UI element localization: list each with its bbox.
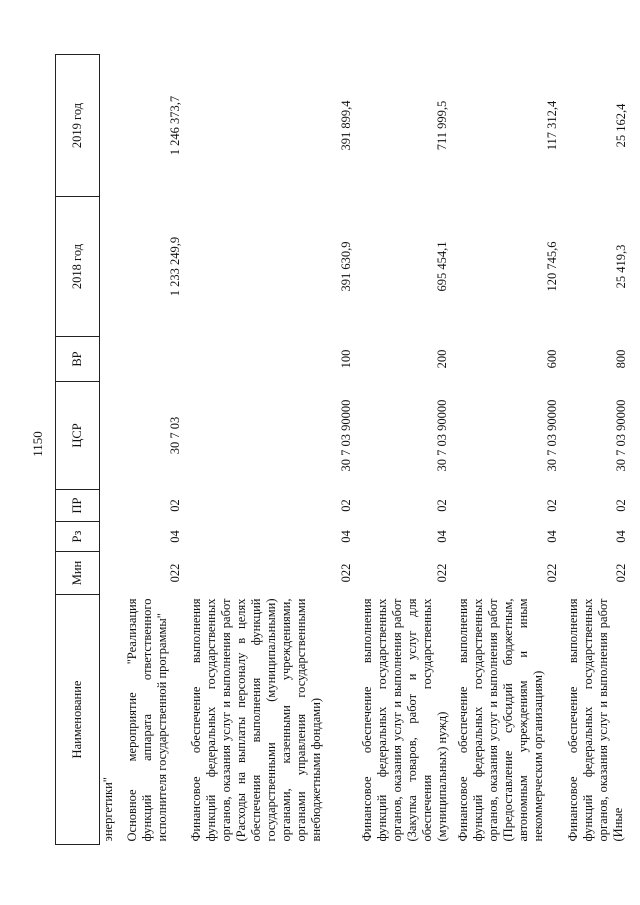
header-name: Наименование bbox=[56, 595, 100, 845]
row-csr: 30 7 03 90000 bbox=[435, 399, 449, 472]
row-vr: 800 bbox=[614, 349, 628, 369]
row-2019: 391 899,4 bbox=[339, 100, 353, 151]
row-2019: 117 312,4 bbox=[545, 100, 559, 151]
row-pr: 02 bbox=[168, 499, 182, 512]
header-2019: 2019 год bbox=[56, 55, 100, 197]
row-vr: 100 bbox=[339, 349, 353, 369]
row-rz: 04 bbox=[435, 530, 449, 543]
row-2018: 120 745,6 bbox=[545, 241, 559, 292]
header-vr: ВР bbox=[56, 337, 100, 382]
table-row bbox=[100, 55, 123, 845]
row-pr: 02 bbox=[435, 499, 449, 512]
row-2019: 25 162,4 bbox=[614, 103, 628, 148]
row-name: энергетики" bbox=[101, 777, 115, 842]
row-name: Финансовое обеспечение выполнения функций федеральных государственных органов, оказания услуг и выполнения работ (Закупка товаров, работ и услуг для обеспечения государственных (муниципальных) нужд) bbox=[360, 598, 449, 842]
table-row bbox=[357, 55, 453, 845]
row-csr: 30 7 03 90000 bbox=[339, 399, 353, 472]
header-min: Мин bbox=[56, 552, 100, 595]
row-vr: 600 bbox=[545, 349, 559, 369]
table-row bbox=[186, 55, 357, 845]
row-2019: 711 999,5 bbox=[435, 100, 449, 151]
row-vr bbox=[122, 337, 186, 382]
row-rz: 04 bbox=[614, 530, 628, 543]
row-name: Финансовое обеспечение выполнения функций федеральных государственных органов, оказания услуг и выполнения работ (Иные bbox=[566, 598, 625, 842]
header-rz: Рз bbox=[56, 522, 100, 552]
row-name: Финансовое обеспечение выполнения функций федеральных государственных органов, оказания услуг и выполнения работ (Расходы на выплаты персоналу в целях обеспечения выполнения функций государственными (муниципальными) органами, казенными учреждениями, органами управления государственными внебюджетными фондами) bbox=[189, 598, 323, 842]
row-min: 022 bbox=[339, 563, 353, 583]
rotated-page bbox=[55, 55, 628, 845]
row-rz: 04 bbox=[339, 530, 353, 543]
header-csr: ЦСР bbox=[56, 382, 100, 490]
budget-table bbox=[55, 54, 629, 845]
row-min: 022 bbox=[168, 563, 182, 583]
row-pr: 02 bbox=[545, 499, 559, 512]
table-row bbox=[563, 55, 629, 845]
row-csr: 30 7 03 90000 bbox=[545, 399, 559, 472]
row-rz: 04 bbox=[168, 530, 182, 543]
row-2018: 25 419,3 bbox=[614, 244, 628, 289]
row-min: 022 bbox=[435, 563, 449, 583]
row-name: Основное мероприятие "Реализация функций аппарата ответственного исполнителя государственной программы" bbox=[125, 598, 169, 842]
row-csr: 30 7 03 90000 bbox=[614, 399, 628, 472]
row-2018: 391 630,9 bbox=[339, 241, 353, 292]
row-vr: 200 bbox=[435, 349, 449, 369]
page-number: 1150 bbox=[30, 431, 45, 457]
table-row bbox=[122, 55, 186, 845]
row-2018: 1 233 249,9 bbox=[168, 236, 182, 297]
row-rz: 04 bbox=[545, 530, 559, 543]
row-2018: 695 454,1 bbox=[435, 241, 449, 292]
table-header-row bbox=[56, 55, 100, 845]
row-pr: 02 bbox=[614, 499, 628, 512]
row-2019: 1 246 373,7 bbox=[168, 95, 182, 156]
row-name: Финансовое обеспечение выполнения функций федеральных государственных органов, оказания услуг и выполнения работ (Предоставление субсидий бюджетным, автономным учреждениям и иным некоммерческим организациям) bbox=[456, 598, 545, 842]
header-pr: ПР bbox=[56, 490, 100, 522]
header-2018: 2018 год bbox=[56, 197, 100, 337]
row-csr: 30 7 03 bbox=[168, 416, 182, 455]
row-min: 022 bbox=[545, 563, 559, 583]
table-row bbox=[453, 55, 563, 845]
row-pr: 02 bbox=[339, 499, 353, 512]
row-min: 022 bbox=[614, 563, 628, 583]
